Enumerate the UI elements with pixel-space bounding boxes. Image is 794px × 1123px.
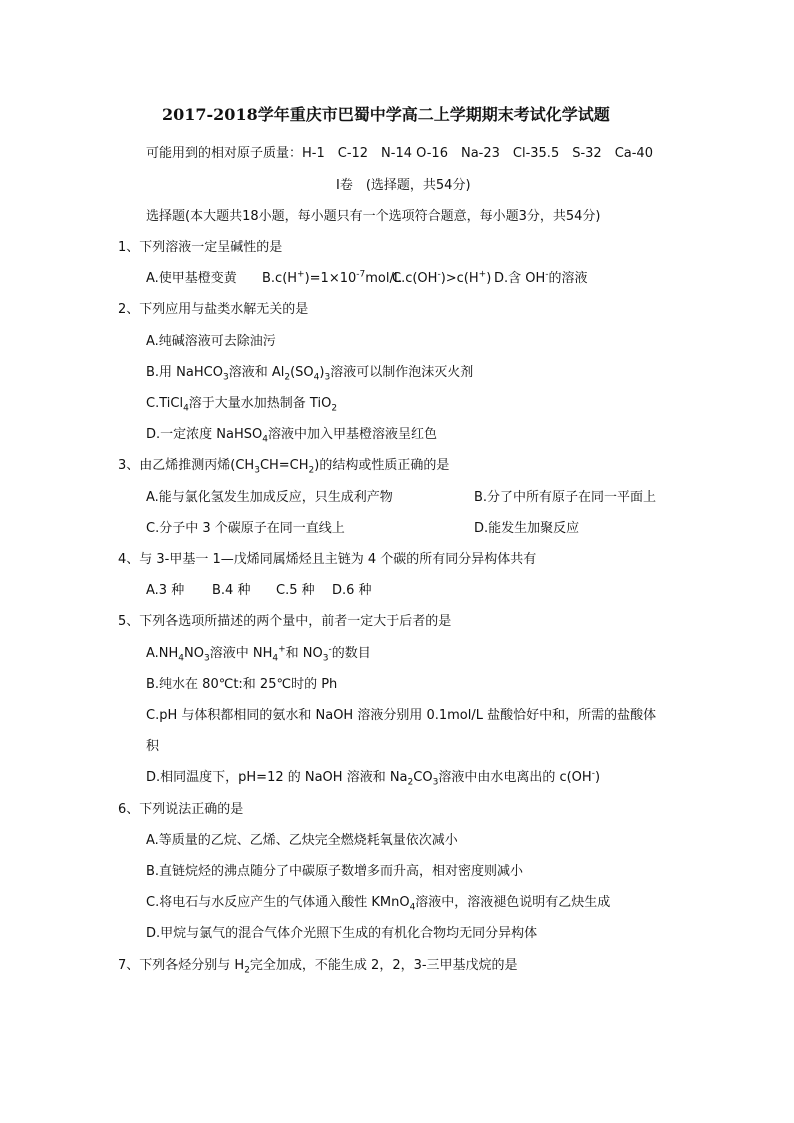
q6-option-c: C.将电石与水反应产生的气体通入酸性 KMnO$_4$溶液中，溶液褪色说明有乙炔生成 [146, 895, 611, 913]
q4-option-b: B.4 种 [212, 583, 251, 598]
page-title: 2017-2018学年重庆市巴蜀中学高二上学期期末考试化学试题 [162, 105, 610, 124]
q4-option-c: C.5 种 [276, 583, 315, 598]
instructions: 选择题(本大题共18小题，每小题只有一个选项符合题意，每小题3分，共54分) [146, 209, 601, 224]
q3-option-a: A.能与氯化氢发生加成反应，只生成利产物 [146, 490, 393, 505]
q5-option-b: B.纯水在 80℃t:和 25℃时的 Ph [146, 677, 338, 692]
q2-option-c: C.TiCl$_4$溶于大量水加热制备 TiO$_2$ [146, 396, 338, 414]
q2-option-a: A.纯碱溶液可去除油污 [146, 334, 276, 349]
q5-option-c-line2: 积 [146, 739, 160, 754]
section-heading: I卷 (选择题，共54分) [336, 178, 471, 193]
q2-option-b: B.用 NaHCO$_3$溶液和 $Al_2(SO_4)_3$溶液可以制作泡沫灭火剂 [146, 365, 474, 383]
question-5-stem: 5、下列各选项所描述的两个量中，前者一定大于后者的是 [118, 614, 452, 629]
q3-option-d: D.能发生加聚反应 [474, 521, 580, 536]
q6-option-a: A.等质量的乙烷、乙烯、乙炔完全燃烧耗氧量依次减小 [146, 833, 458, 848]
question-4-stem: 4、与 3-甲基一 1—戊烯同属烯烃且主链为 4 个碳的所有同分异构体共有 [118, 552, 537, 567]
q3-option-b: B.分了中所有原子在同一平面上 [474, 490, 657, 505]
question-6-stem: 6、下列说法正确的是 [118, 802, 244, 817]
question-7-stem: 7、下列各烃分别与 $H_2$完全加成，不能生成 2，2，3-三甲基戊烷的是 [118, 958, 518, 976]
question-2-stem: 2、下列应用与盐类水解无关的是 [118, 302, 309, 317]
q2-option-d: D.一定浓度 NaHSO$_4$溶液中加入甲基橙溶液呈红色 [146, 427, 437, 445]
q5-option-d: D.相同温度下，pH=12 的 NaOH 溶液和 $Na_2CO_3$溶液中由水电离出的 c(OH-) [146, 768, 601, 788]
question-3-stem: 3、由乙烯推测丙烯$(CH_3CH=CH_2)$的结构或性质正确的是 [118, 458, 450, 476]
q6-option-b: B.直链烷烃的沸点随分了中碳原子数增多而升高，相对密度则减小 [146, 864, 524, 879]
q1-option-d: D.含 OH-的溶液 [494, 269, 588, 286]
q3-option-c: C.分子中 3 个碳原子在同一直线上 [146, 521, 345, 536]
q1-option-b: $B.c(H^+)=1\times 10^{-7}mol/L$ [262, 269, 402, 286]
q6-option-d: D.甲烷与氯气的混合气体介光照下生成的有机化合物均无同分异构体 [146, 926, 538, 941]
atomic-masses-note: 可能用到的相对原子质量：H-1 C-12 N-14 O-16 Na-23 Cl-35.5 S-32 Ca-40 [146, 146, 653, 161]
q5-option-a: $A.NH_4NO_3$溶液中 $NH_4^+$和 $NO_3^-$的数目 [146, 644, 371, 664]
q1-option-c: C.c(OH-)>c(H+) [392, 269, 492, 286]
q1-option-a: A.使甲基橙变黄 [146, 271, 237, 286]
q4-option-a: A.3 种 [146, 583, 185, 598]
question-1-stem: 1、下列溶液一定呈碱性的是 [118, 240, 283, 255]
q5-option-c-line1: C.pH 与体积都相同的氨水和 NaOH 溶液分别用 0.1mol/L 盐酸恰好中和，所需的盐酸体 [146, 708, 657, 723]
q4-option-d: D.6 种 [332, 583, 372, 598]
